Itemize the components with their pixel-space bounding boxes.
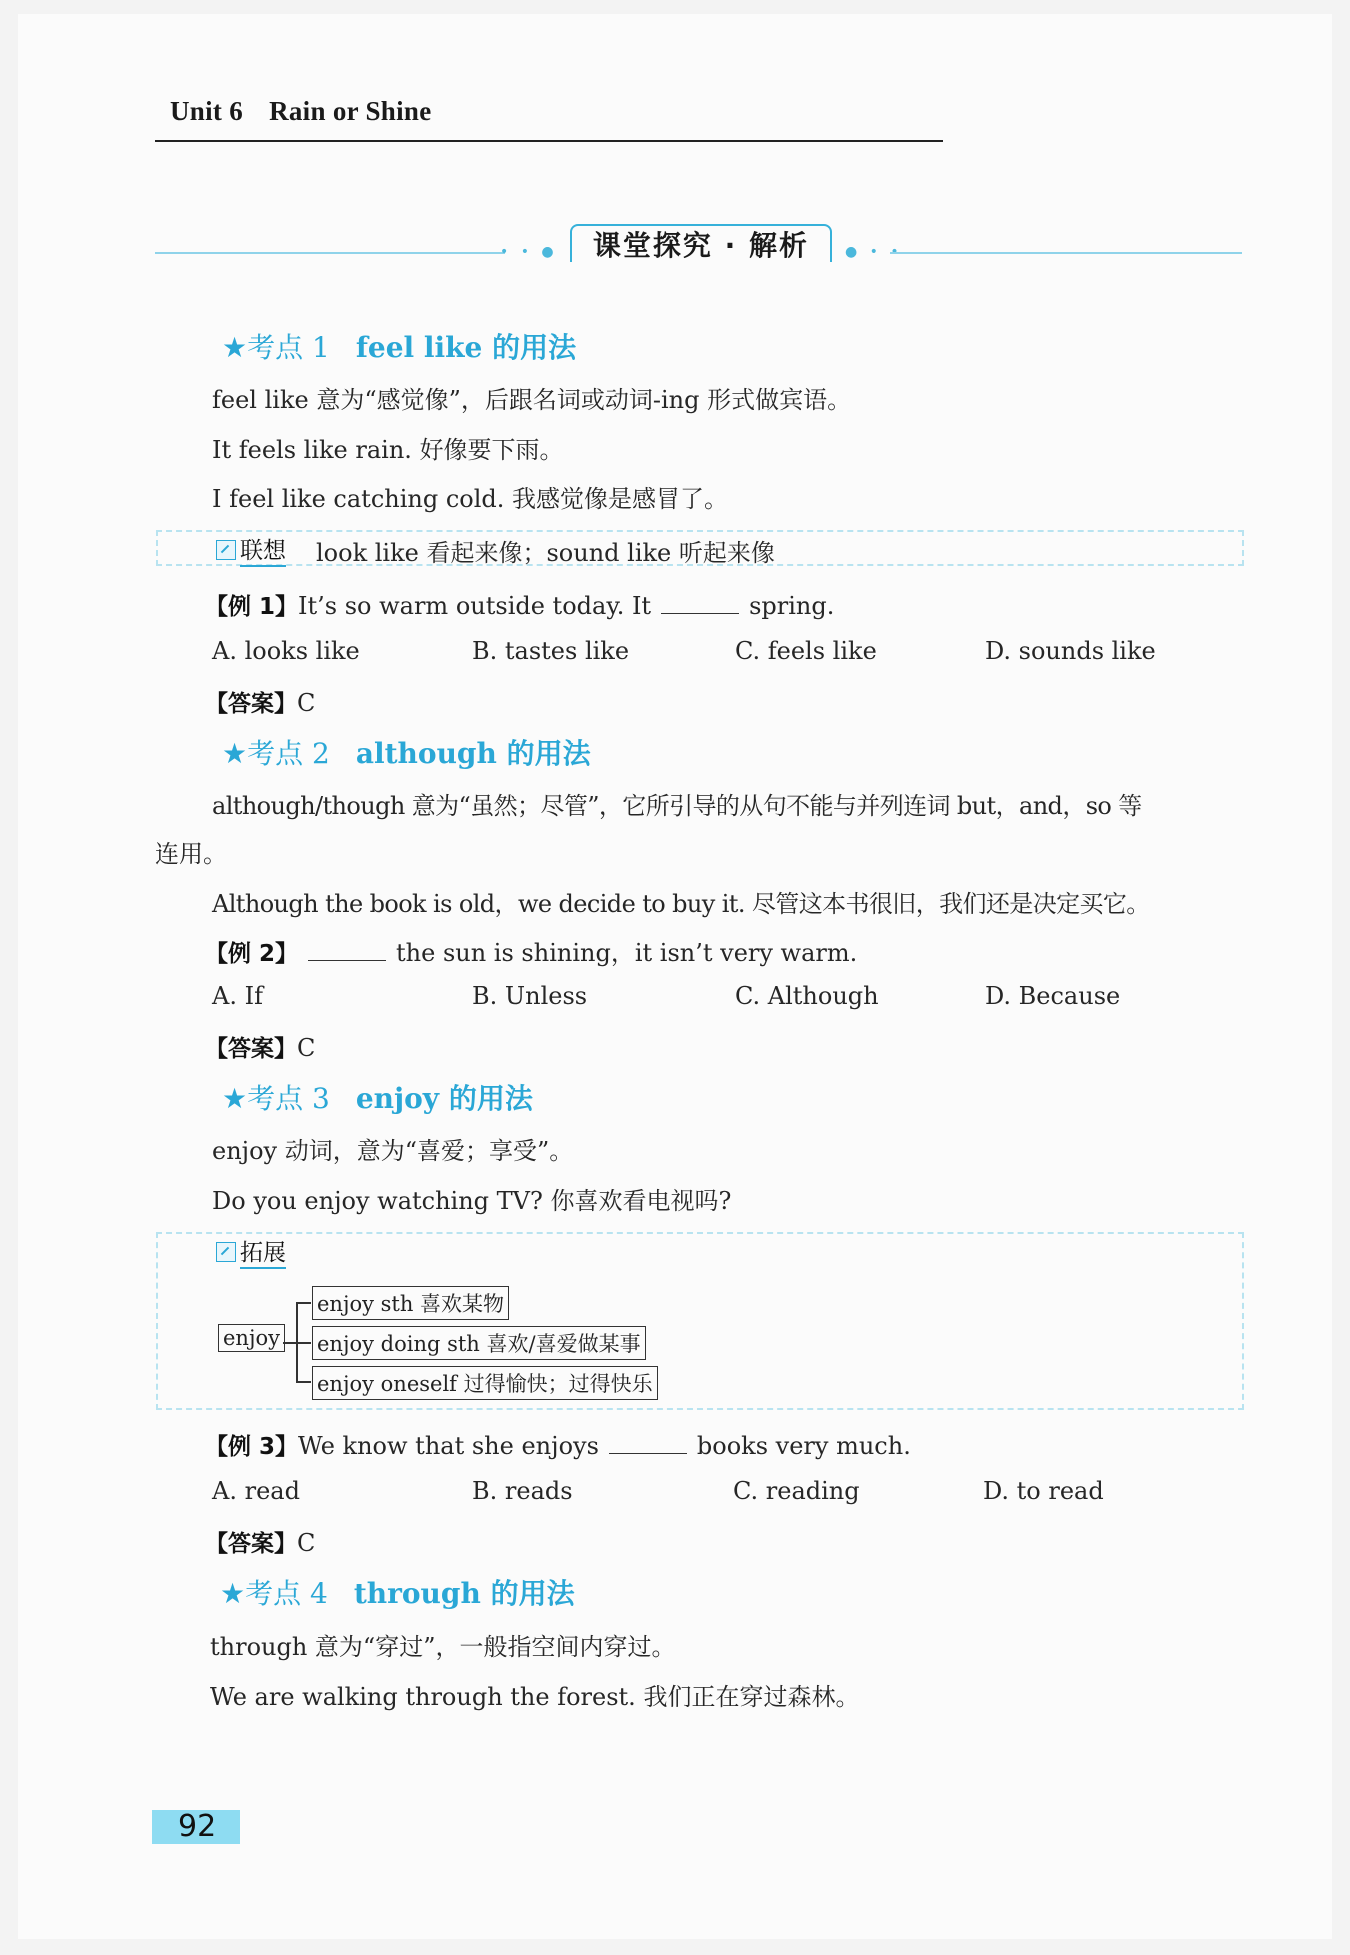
explanation-line: through 意为“穿过”，一般指空间内穿过。 [210,1633,676,1661]
tree-branch-1: enjoy sth 喜欢某物 [312,1286,509,1320]
tree-branch [296,1381,311,1383]
option-d: D. sounds like [985,637,1156,665]
question-before: It’s so warm outside today. It [298,592,652,620]
association-tag-label: 联想 [240,538,286,567]
option-c: C. reading [733,1477,860,1505]
option-a: A. looks like [212,637,360,665]
key-point-label: 考点 2 [247,737,330,770]
link-arrow-icon [216,540,236,560]
key-point-topic: through 的用法 [353,1577,575,1610]
tree-connector [283,1342,297,1344]
option-a: A. read [212,1477,300,1505]
tree-root: enjoy [218,1324,285,1352]
answer-value: C [297,1529,316,1557]
answer-value: C [297,689,316,717]
example-label: 【例 1】 [205,594,299,620]
explanation-line-cont: 连用。 [155,840,227,868]
page-number: 92 [152,1810,240,1844]
tree-branch [296,1302,311,1304]
answer-label: 【答案】 [205,1531,297,1557]
option-c: C. Although [735,982,879,1010]
example-2-question [205,933,857,968]
example-sentence: I feel like catching cold. 我感觉像是感冒了。 [212,485,729,513]
unit-title: Rain or Shine [269,96,432,126]
question-before: We know that she enjoys [298,1432,599,1460]
unit-label: Unit 6 [170,96,244,126]
answer-label: 【答案】 [205,691,297,717]
banner-line-left [155,252,505,254]
answer-line [205,1525,315,1558]
explanation-line: enjoy 动词，意为“喜爱；享受”。 [212,1137,574,1165]
answer-value: C [297,1034,316,1062]
option-b: B. tastes like [472,637,630,665]
association-text: look like 看起来像；sound like 听起来像 [316,539,775,567]
answer-line [205,1030,315,1063]
key-point-label: 考点 3 [247,1082,330,1115]
star-icon: ★ [222,1082,248,1115]
explanation-line: feel like 意为“感觉像”，后跟名词或动词-ing 形式做宾语。 [212,386,852,414]
star-icon: ★ [222,331,248,364]
answer-blank [661,595,739,614]
example-sentence: We are walking through the forest. 我们正在穿过森林。 [210,1683,860,1711]
key-point-topic: feel like 的用法 [355,331,577,364]
key-point-4-heading [220,1572,575,1612]
example-label: 【例 2】 [205,941,299,967]
answer-line [205,685,315,718]
explanation-line: although/though 意为“虽然；尽管”，它所引导的从句不能与并列连词 but，and，so 等 [212,792,1142,820]
key-point-3-heading [222,1077,533,1117]
option-b: B. reads [472,1477,573,1505]
key-point-topic: enjoy 的用法 [355,1082,533,1115]
answer-blank [609,1435,687,1454]
banner-dots-left: • • ● [500,244,558,260]
example-sentence: It feels like rain. 好像要下雨。 [212,436,564,464]
link-arrow-icon [216,1242,236,1262]
banner-dots-right: ● • • [845,244,903,260]
tree-branch-3: enjoy oneself 过得愉快；过得快乐 [312,1366,658,1400]
option-d: D. to read [983,1477,1104,1505]
question-after: the sun is shining，it isn’t very warm. [396,939,858,967]
answer-blank [308,942,386,961]
example-3-question [205,1428,911,1461]
option-a: A. If [212,982,263,1010]
key-point-2-heading [222,732,591,772]
example-1-question [205,588,834,621]
tree-branch-2: enjoy doing sth 喜欢/喜爱做某事 [312,1326,646,1360]
key-point-label: 考点 1 [247,331,330,364]
association-tag [216,532,286,565]
example-sentence: Do you enjoy watching TV? 你喜欢看电视吗? [212,1187,732,1215]
option-b: B. Unless [472,982,588,1010]
key-point-topic: although 的用法 [355,737,591,770]
example-label: 【例 3】 [205,1434,299,1460]
star-icon: ★ [222,737,248,770]
question-after: spring. [749,592,835,620]
question-after: books very much. [696,1432,911,1460]
expand-tag [216,1234,286,1267]
star-icon: ★ [220,1577,246,1610]
expand-tag-label: 拓展 [240,1240,286,1269]
answer-label: 【答案】 [205,1036,297,1062]
header-rule [155,140,943,142]
option-c: C. feels like [735,637,877,665]
banner-line-right [890,252,1242,254]
key-point-label: 考点 4 [245,1577,328,1610]
key-point-1-heading [222,326,576,366]
tree-branch [296,1342,311,1344]
example-sentence: Although the book is old，we decide to buy it. 尽管这本书很旧，我们还是决定买它。 [212,890,1150,918]
running-header [170,96,432,127]
option-d: D. Because [985,982,1121,1010]
section-banner: 课堂探究 · 解析 [570,224,832,262]
